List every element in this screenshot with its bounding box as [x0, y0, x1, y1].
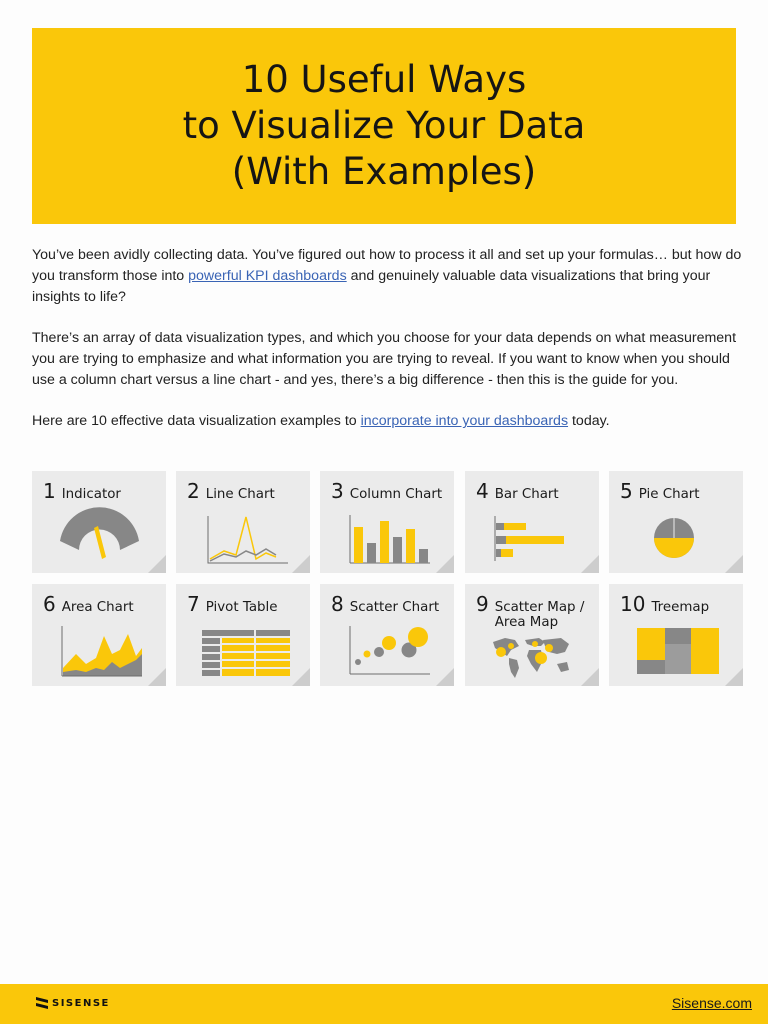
kpi-dashboards-link[interactable]: powerful KPI dashboards — [188, 267, 347, 284]
site-link[interactable]: Sisense.com — [671, 995, 752, 1011]
intro-paragraph-1 — [32, 245, 744, 307]
tile-label-line-1: Scatter Map / — [494, 600, 585, 615]
logo-text: SISENSE — [52, 997, 110, 1009]
tile-label: Indicator — [61, 487, 121, 502]
tile-number: 9 — [476, 592, 489, 616]
intro-text — [32, 245, 744, 453]
tile-treemap[interactable] — [609, 584, 743, 686]
tile-number: 3 — [331, 479, 344, 503]
intro-paragraph-2: There’s an array of data visualization types, and which you choose for your data depends on what measurement you are trying to emphasize and what information you are trying to reveal. If you want to know when you should use a column chart versus a line chart - and yes, there’s a big difference - then this is the guide for you. — [32, 330, 737, 388]
tile-area-chart[interactable] — [32, 584, 166, 686]
tile-scatter-chart[interactable] — [320, 584, 454, 686]
tile-number: 7 — [187, 592, 200, 616]
tile-label-line-2: Area Map — [494, 615, 559, 630]
tile-label: Treemap — [651, 600, 710, 615]
tile-label: Line Chart — [205, 487, 275, 502]
tile-pie-chart[interactable] — [609, 471, 743, 573]
incorporate-dashboards-link[interactable]: incorporate into your dashboards — [360, 413, 569, 430]
tile-number: 1 — [43, 479, 56, 503]
gauge-icon — [32, 471, 166, 573]
tile-bar-chart[interactable] — [465, 471, 599, 573]
tile-label: Column Chart — [349, 487, 443, 502]
intro-p1-text-a: You’ve been avidly collecting data. You’ve figured out how to process it all and set up your formulas… but how do you transform those into — [32, 247, 742, 284]
tile-number: 8 — [331, 592, 344, 616]
intro-p3-text-b: today. — [568, 413, 610, 430]
tile-label: Pie Chart — [638, 487, 700, 502]
bar-chart-icon — [465, 471, 599, 573]
pivot-table-icon — [176, 584, 310, 686]
sisense-logo-icon — [36, 997, 48, 1009]
tile-number: 2 — [187, 479, 200, 503]
area-chart-icon — [32, 584, 166, 686]
tile-number: 4 — [476, 479, 489, 503]
pie-chart-icon — [609, 471, 743, 573]
intro-p3-text-a: Here are 10 effective data visualization examples to — [32, 413, 361, 430]
treemap-icon — [609, 584, 743, 686]
tile-label: Scatter Chart — [349, 600, 440, 615]
tile-line-chart[interactable] — [176, 471, 310, 573]
tile-pivot-table[interactable] — [176, 584, 310, 686]
tile-indicator[interactable] — [32, 471, 166, 573]
page-title-line-2: to Visualize Your Data — [182, 104, 586, 147]
sisense-logo[interactable] — [36, 997, 110, 1009]
footer-bar — [0, 984, 768, 1024]
line-chart-icon — [176, 471, 310, 573]
scatter-chart-icon — [320, 584, 454, 686]
tile-scatter-map[interactable] — [465, 584, 599, 686]
tile-number: 10 — [620, 592, 646, 616]
tile-label: Area Chart — [61, 600, 134, 615]
intro-p1-text-b: and genuinely valuable data visualizations that bring your insights to life? — [32, 267, 711, 305]
page-title-line-3: (With Examples) — [231, 150, 537, 193]
page-title-line-1: 10 Useful Ways — [241, 58, 527, 101]
title-banner — [32, 28, 736, 224]
tile-label: Bar Chart — [494, 487, 559, 502]
tile-number: 6 — [43, 592, 56, 616]
tile-label: Pivot Table — [205, 600, 278, 615]
scatter-map-icon — [465, 584, 599, 686]
column-chart-icon — [320, 471, 454, 573]
tile-number: 5 — [620, 479, 633, 503]
intro-paragraph-3 — [32, 411, 744, 432]
tile-column-chart[interactable] — [320, 471, 454, 573]
